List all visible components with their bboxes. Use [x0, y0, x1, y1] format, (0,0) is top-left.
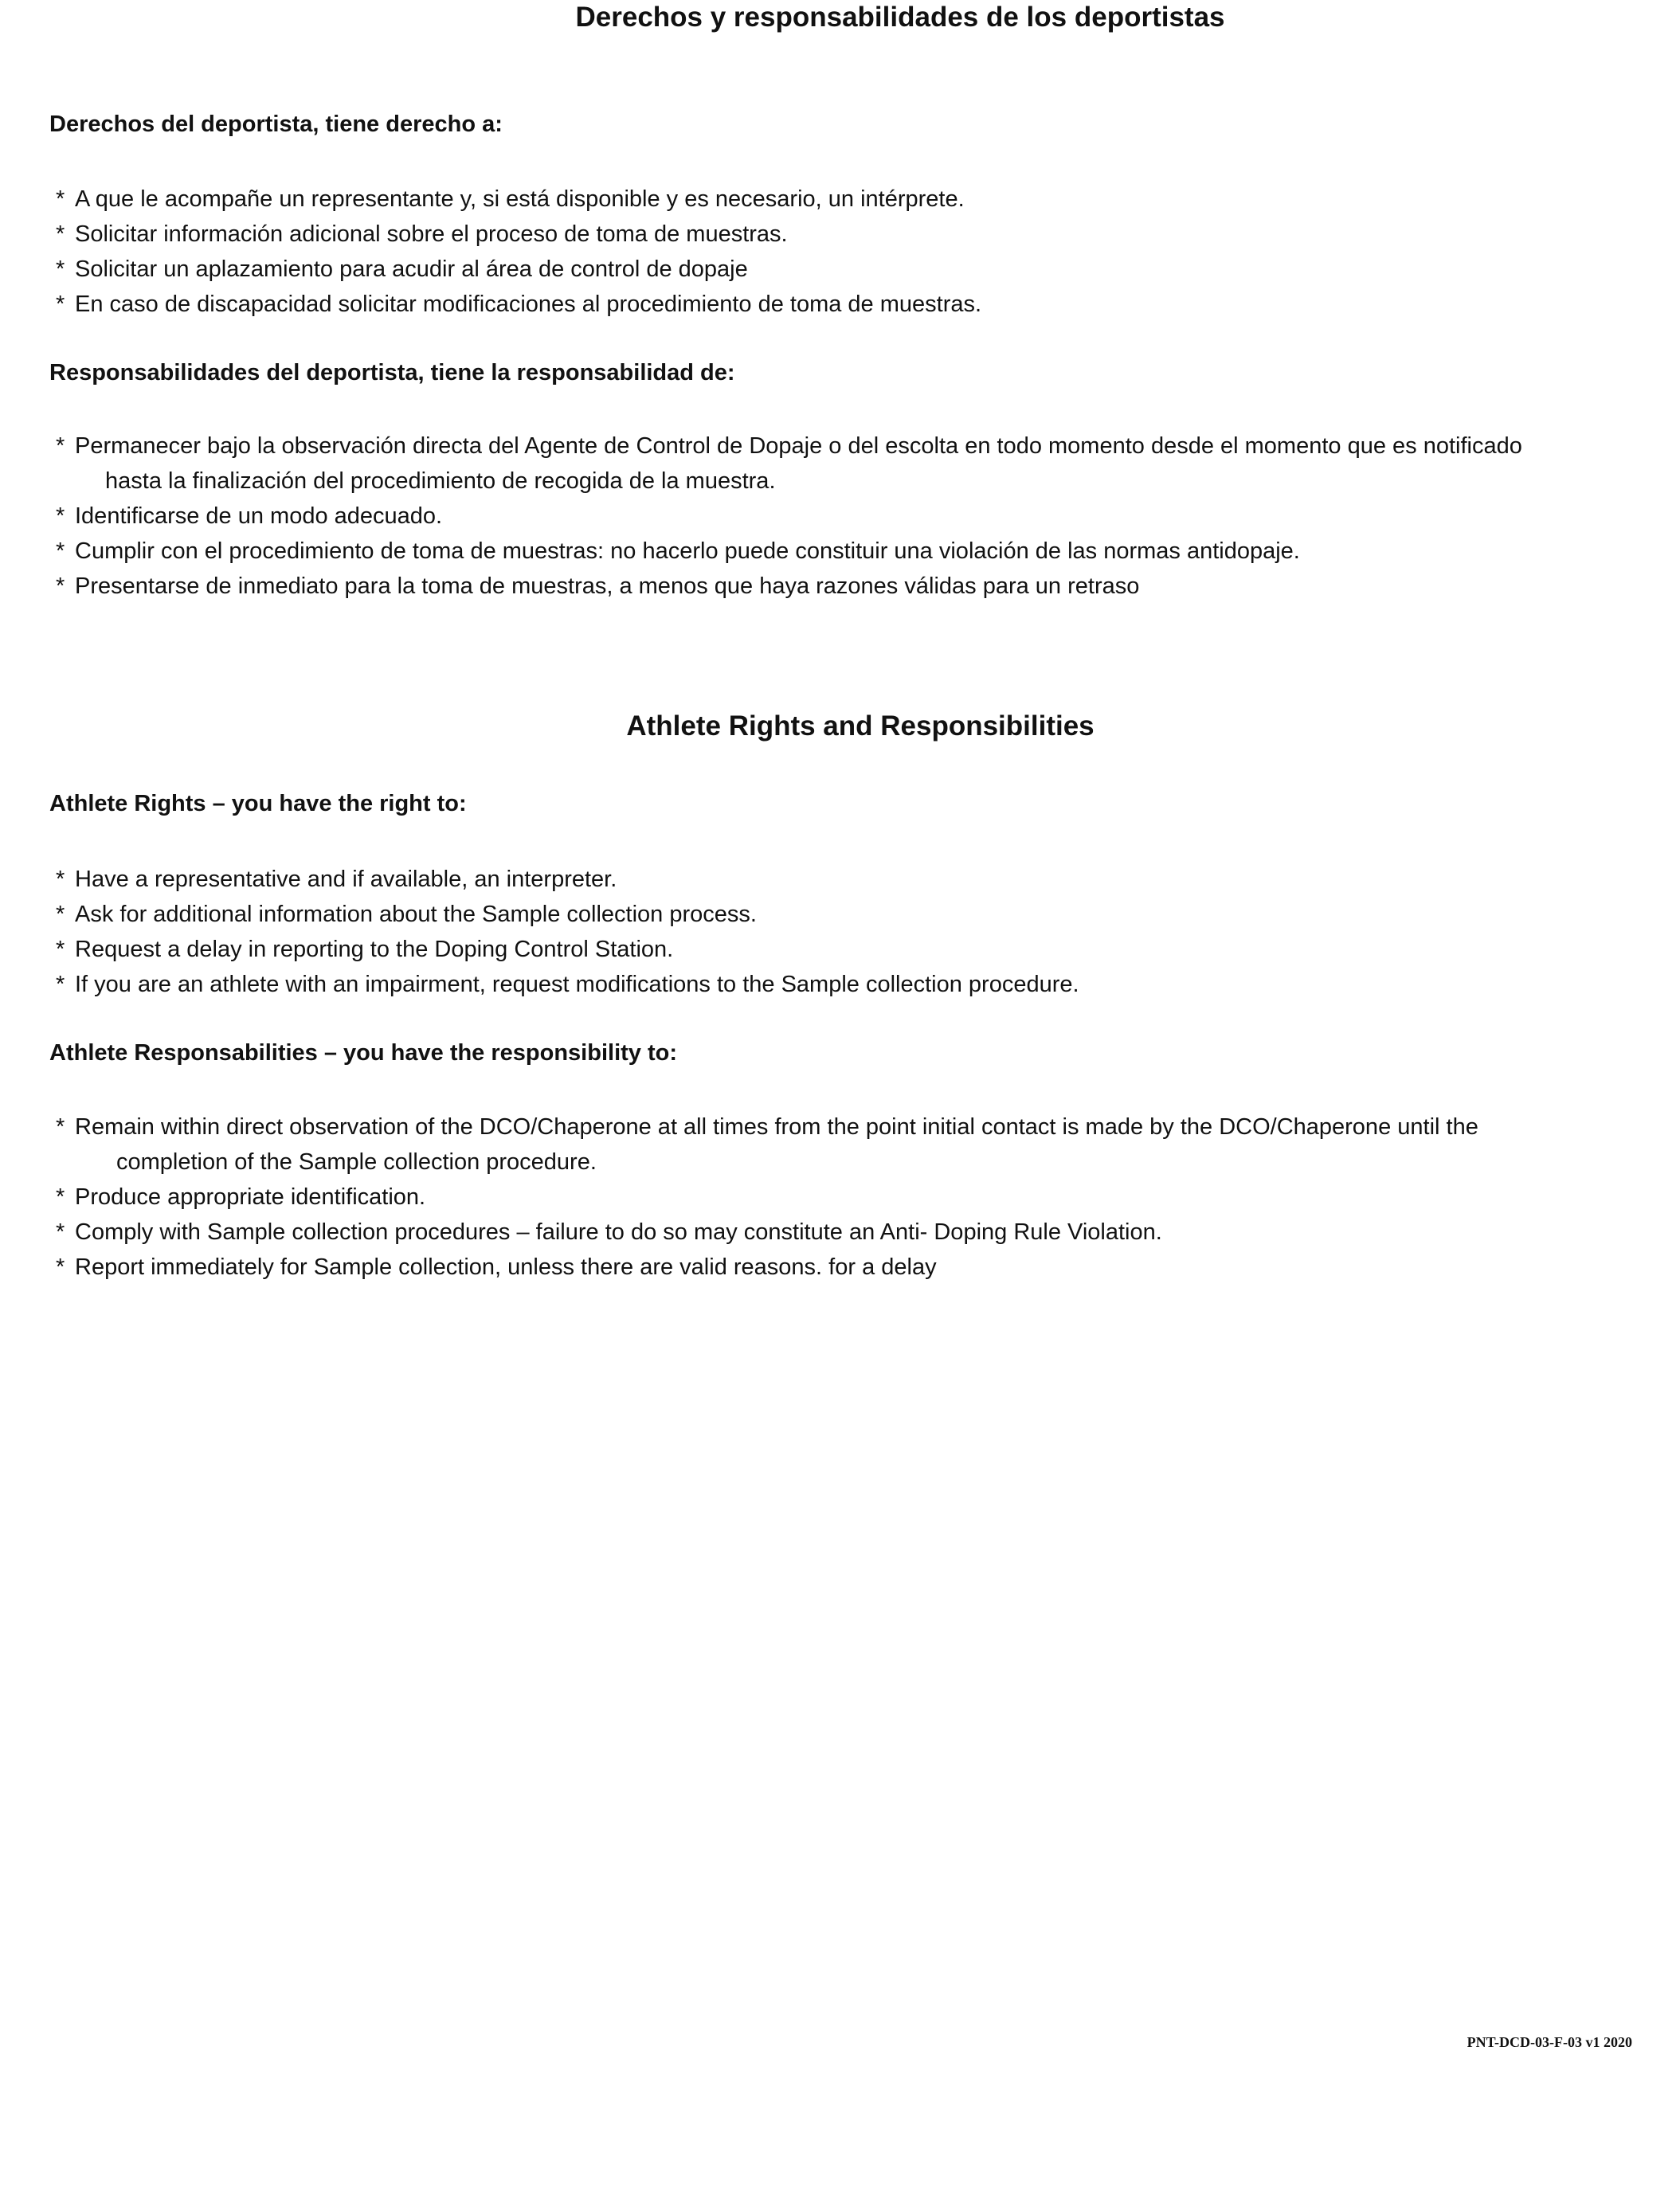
list-item: * A que le acompañe un representante y, si está disponible y es necesario, un intérprete. [49, 182, 981, 217]
list-item: * Permanecer bajo la observación directa del Agente de Control de Dopaje o del escolta en todo momento desde el momento que es notificado hasta la finalización del procedimiento de recogida de la muestra. [49, 429, 1522, 499]
bullet-star: * [56, 503, 65, 529]
list-item: * Comply with Sample collection procedures – failure to do so may constitute an Anti- Doping Rule Violation. [49, 1215, 1478, 1250]
list-item: * Presentarse de inmediato para la toma de muestras, a menos que haya razones válidas para un retraso [49, 569, 1522, 604]
list-item: * If you are an athlete with an impairment, request modifications to the Sample collection procedure. [49, 967, 1079, 1002]
bullet-star: * [56, 1219, 65, 1245]
bullet-star: * [56, 433, 65, 459]
list-item: * Solicitar un aplazamiento para acudir al área de control de dopaje [49, 252, 981, 287]
list-item: * Request a delay in reporting to the Doping Control Station. [49, 932, 1079, 967]
list-item: * En caso de discapacidad solicitar modificaciones al procedimiento de toma de muestras. [49, 287, 981, 322]
document-code: PNT-DCD-03-F-03 v1 2020 [1467, 2034, 1632, 2050]
spanish-responsibilities-list [49, 429, 1522, 604]
english-responsibilities-heading: Athlete Responsabilities – you have the responsibility to: [49, 1040, 677, 1066]
bullet-star: * [56, 292, 65, 317]
spanish-rights-list [49, 182, 981, 322]
bullet-star: * [56, 538, 65, 564]
english-responsibilities-list [49, 1109, 1478, 1285]
spanish-title: Derechos y responsabilidades de los deportistas [575, 2, 1225, 33]
bullet-star: * [56, 902, 65, 927]
list-item: * Solicitar información adicional sobre el proceso de toma de muestras. [49, 217, 981, 252]
list-item: * Cumplir con el procedimiento de toma de muestras: no hacerlo puede constituir una violación de las normas antidopaje. [49, 534, 1522, 569]
list-item: * Identificarse de un modo adecuado. [49, 499, 1522, 534]
bullet-star: * [56, 937, 65, 962]
spanish-rights-heading: Derechos del deportista, tiene derecho a: [49, 112, 503, 137]
list-item: * Remain within direct observation of the DCO/Chaperone at all times from the point initial contact is made by the DCO/Chaperone until the completion of the Sample collection procedure. [49, 1109, 1478, 1180]
english-rights-heading: Athlete Rights – you have the right to: [49, 791, 467, 816]
bullet-star: * [56, 1184, 65, 1210]
bullet-star: * [56, 256, 65, 282]
list-item: * Report immediately for Sample collection, unless there are valid reasons. for a delay [49, 1250, 1478, 1285]
english-title: Athlete Rights and Responsibilities [626, 710, 1095, 742]
bullet-star: * [56, 221, 65, 247]
bullet-star: * [56, 867, 65, 892]
list-item: * Produce appropriate identification. [49, 1180, 1478, 1215]
bullet-star: * [56, 972, 65, 997]
english-rights-list [49, 862, 1079, 1002]
spanish-responsibilities-heading: Responsabilidades del deportista, tiene la responsabilidad de: [49, 360, 735, 385]
bullet-star: * [56, 186, 65, 212]
bullet-star: * [56, 1254, 65, 1280]
bullet-star: * [56, 1114, 65, 1140]
list-item: * Ask for additional information about the Sample collection process. [49, 897, 1079, 932]
bullet-star: * [56, 573, 65, 599]
list-item: * Have a representative and if available, an interpreter. [49, 862, 1079, 897]
